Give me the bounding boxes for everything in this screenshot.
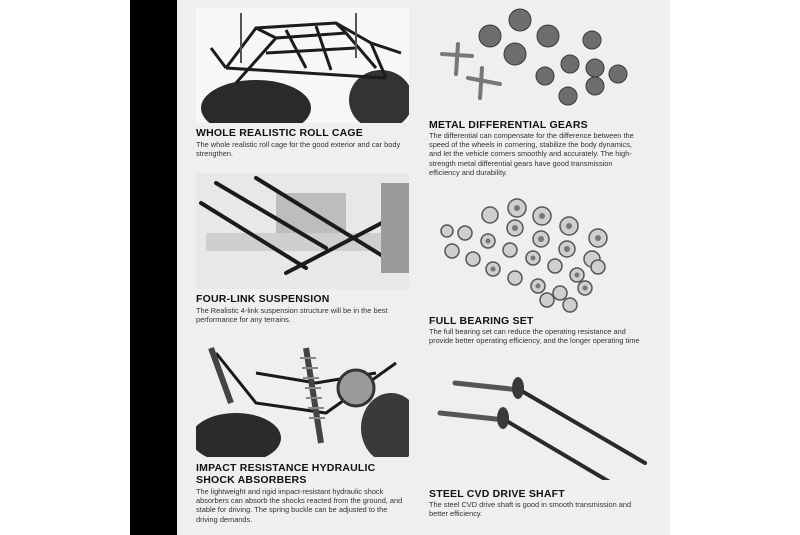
feature-title: METAL DIFFERENTIAL GEARS: [429, 119, 588, 131]
feature-description: The steel CVD drive shaft is good in smooth transmission and better efficiency.: [429, 500, 632, 519]
feature-description: The lightweight and rigid impact-resistant hydraulic shock absorbers can absorb the shocks reacted from the ground, and stable for driving. The spring buckle can be adjusted to the driving demands.: [196, 487, 403, 524]
feature-description: The differential can compensate for the difference between the speed of the wheels in cornering, stabilize the body dynamics, and let the vehicle corners smoothly and accurately. The high-strength metal differential gears have good transmission efficiency and durability.: [429, 131, 634, 177]
feature-description: The full bearing set can reduce the operating resistance and provide better operating efficiency, and the longer operating time: [429, 327, 640, 346]
four-link-suspension-image: [196, 173, 409, 289]
feature-title: FULL BEARING SET: [429, 315, 534, 327]
bearing-set-image: [435, 193, 620, 313]
roll-cage-image: [196, 8, 409, 123]
cvd-drive-shaft-image: [430, 368, 655, 480]
feature-title: IMPACT RESISTANCE HYDRAULIC SHOCK ABSORBERS: [196, 462, 376, 486]
feature-title: FOUR-LINK SUSPENSION: [196, 293, 330, 305]
shock-absorbers-image: [196, 343, 409, 457]
left-black-bar: [130, 0, 177, 535]
differential-gears-image: [430, 6, 635, 114]
feature-title: STEEL CVD DRIVE SHAFT: [429, 488, 565, 500]
feature-description: The Realistic 4-link suspension structure will be in the best performance for any terrains.: [196, 306, 388, 325]
feature-title: WHOLE REALISTIC ROLL CAGE: [196, 127, 363, 139]
feature-description: The whole realistic roll cage for the good exterior and car body strengthen.: [196, 140, 401, 159]
